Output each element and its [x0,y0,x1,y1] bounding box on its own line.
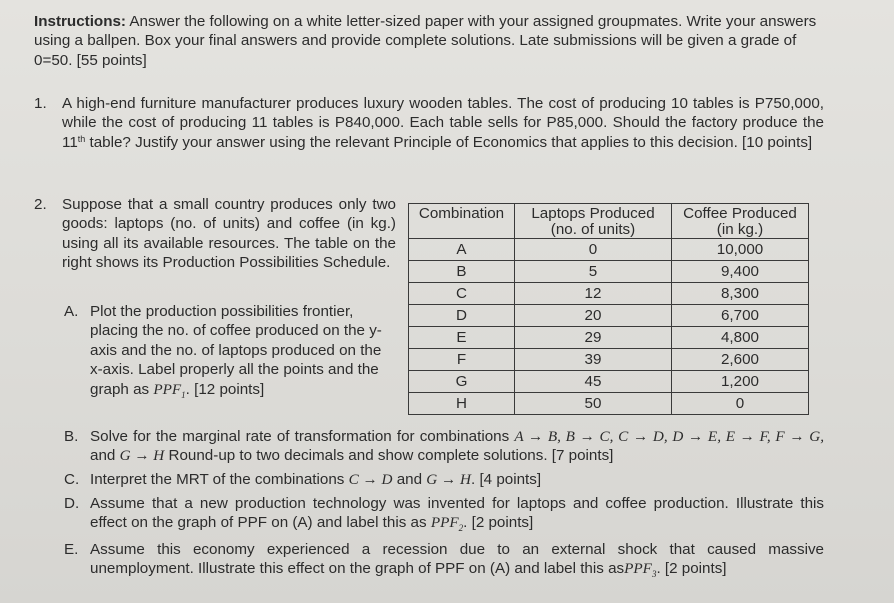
table-row [409,261,809,283]
table-cell-combination-value: F [456,350,467,368]
question-2-number: 2. [34,196,47,213]
subquestion-d-text-b: . [2 points] [463,514,534,532]
subquestion-d-text-a: Assume that a new production technology was invented for laptops and coffee production. Illustrate this effect on the graph of PPF on (A) and label this as [90,495,824,532]
table-cell-combination-value: A [456,240,467,258]
table-cell-laptops [515,349,672,371]
table-cell-combination [409,283,515,305]
table-cell-laptops [515,239,672,261]
table-row [409,393,809,415]
subquestion-e-math: PPF [624,560,652,578]
table-cell-coffee-value: 8,300 [720,284,759,302]
table-cell-coffee [672,327,809,349]
subquestion-c-math: C → D [348,471,393,488]
subquestion-d-letter: D. [64,495,80,512]
table-cell-combination-value: C [456,284,467,302]
table-cell-combination [409,239,515,261]
subquestion-b-math: A → B, B → C, C → D, D → E, E → F, F → G, [514,428,825,445]
table-cell-laptops-value: 39 [584,350,602,368]
table-cell-combination [409,327,515,349]
table-cell-coffee [672,393,809,415]
table-cell-combination-value: H [456,394,467,412]
table-header-row [409,204,809,239]
subquestion-b-letter: B. [64,428,79,445]
subquestion-a-math: PPF [153,380,182,398]
subquestion-e-math-sub: 3 [651,569,657,580]
table-row [409,349,809,371]
table-cell-coffee-value: 10,000 [716,240,764,258]
subquestion-b [64,427,824,466]
table-cell-laptops [515,327,672,349]
subquestion-c-math-2: G → H [426,471,471,488]
table-cell-coffee-value: 0 [735,394,745,412]
table-cell-coffee-value: 1,200 [720,372,759,390]
subquestion-b-math-2: G → H [119,447,165,465]
table-cell-laptops-value: 20 [584,306,602,324]
table-cell-combination-value: D [456,306,467,324]
table-cell-laptops-value: 45 [584,372,602,390]
table-cell-coffee [672,371,809,393]
question-2 [34,195,396,273]
header-combination: Combination [409,204,515,239]
subquestion-b-text-a: Solve for the marginal rate of transformation for combinations [90,428,515,445]
question-1 [34,94,824,152]
table-cell-laptops-value: 12 [584,284,602,302]
question-2-text: Suppose that a small country produces only two goods: laptops (no. of units) and coffee (in kg.) using all its available resources. The table on the right shows its Production Possibilities Schedule. [62,196,396,272]
subquestion-d-math-sub: 2 [458,523,464,534]
table-cell-coffee-value: 9,400 [720,262,759,280]
table-cell-laptops-value: 50 [584,394,602,412]
table-row [409,371,809,393]
table-cell-laptops-value: 0 [588,240,598,258]
subquestion-a-math-sub: 1 [181,389,186,400]
table-cell-laptops [515,305,672,327]
table-cell-combination [409,393,515,415]
table-cell-combination-value: E [456,328,467,346]
question-1-number: 1. [34,95,47,112]
subquestion-b-text-b: and [90,447,120,465]
question-1-text-b: table? Justify your answer using the relevant Principle of Economics that applies to this decision. [10 points] [85,133,813,151]
subquestion-d [64,494,824,539]
instructions-label: Instructions: [34,13,126,30]
table-cell-coffee [672,283,809,305]
subquestion-c-text-b: and [392,471,427,488]
table-cell-laptops [515,393,672,415]
table-cell-combination [409,371,515,393]
subquestion-c-letter: C. [64,471,80,488]
table-cell-laptops-value: 29 [584,328,602,346]
table-cell-laptops-value: 5 [588,262,598,280]
table-cell-coffee [672,305,809,327]
table-cell-coffee [672,349,809,371]
table-row [409,327,809,349]
table-cell-combination [409,349,515,371]
question-1-text-a: A high-end furniture manufacturer produces luxury wooden tables. The cost of producing 10 tables is P750,000, while the cost of producing 11 tables is P840,000. Each table sells for P85,000. Should the factory produce the 11 [62,95,824,151]
subquestion-a [64,302,396,405]
table-cell-combination [409,261,515,283]
table-cell-combination-value: B [456,262,467,280]
question-1-superscript: th [77,133,86,144]
header-coffee: Coffee Produced (in kg.) [672,204,809,239]
table-row [409,283,809,305]
table-row [409,239,809,261]
subquestion-a-text-b: . [12 points] [185,380,265,398]
subquestion-b-text-c: Round-up to two decimals and show complete solutions. [7 points] [164,447,614,465]
subquestion-a-letter: A. [64,303,79,320]
subquestion-a-text-a: Plot the production possibilities frontier, placing the no. of coffee produced on the y-axis and the no. of laptops produced on the x-axis. Label properly all the points and the graph as [90,303,382,398]
subquestion-e [64,540,824,585]
subquestion-d-math: PPF [430,514,459,532]
table-cell-combination [409,305,515,327]
table-row [409,305,809,327]
subquestion-c-text-a: Interpret the MRT of the combinations [90,471,349,488]
table-cell-coffee [672,239,809,261]
subquestion-c [64,470,824,489]
table-cell-coffee-value: 4,800 [720,328,759,346]
instructions [34,12,834,70]
subquestion-e-letter: E. [64,541,79,558]
subquestion-e-text-a: Assume this economy experienced a recession due to an external shock that caused massive unemployment. Illustrate this effect on the graph of PPF on (A) and label this as [90,541,824,578]
subquestion-e-text-b: . [2 points] [656,560,727,578]
table-cell-laptops [515,371,672,393]
table-cell-combination-value: G [455,372,468,390]
instructions-text: Answer the following on a white letter-sized paper with your assigned groupmates. Write your answers using a ballpen. Box your final answers and provide complete solutions. Late submissions will be given a grade of 0=50. [55 points] [34,13,817,69]
production-possibilities-table [408,203,809,415]
table-cell-laptops [515,261,672,283]
table-cell-coffee-value: 2,600 [720,350,759,368]
subquestion-c-text-c: . [4 points] [471,471,542,488]
table-cell-coffee-value: 6,700 [720,306,759,324]
table-cell-laptops [515,283,672,305]
header-laptops: Laptops Produced (no. of units) [515,204,672,239]
table-cell-coffee [672,261,809,283]
